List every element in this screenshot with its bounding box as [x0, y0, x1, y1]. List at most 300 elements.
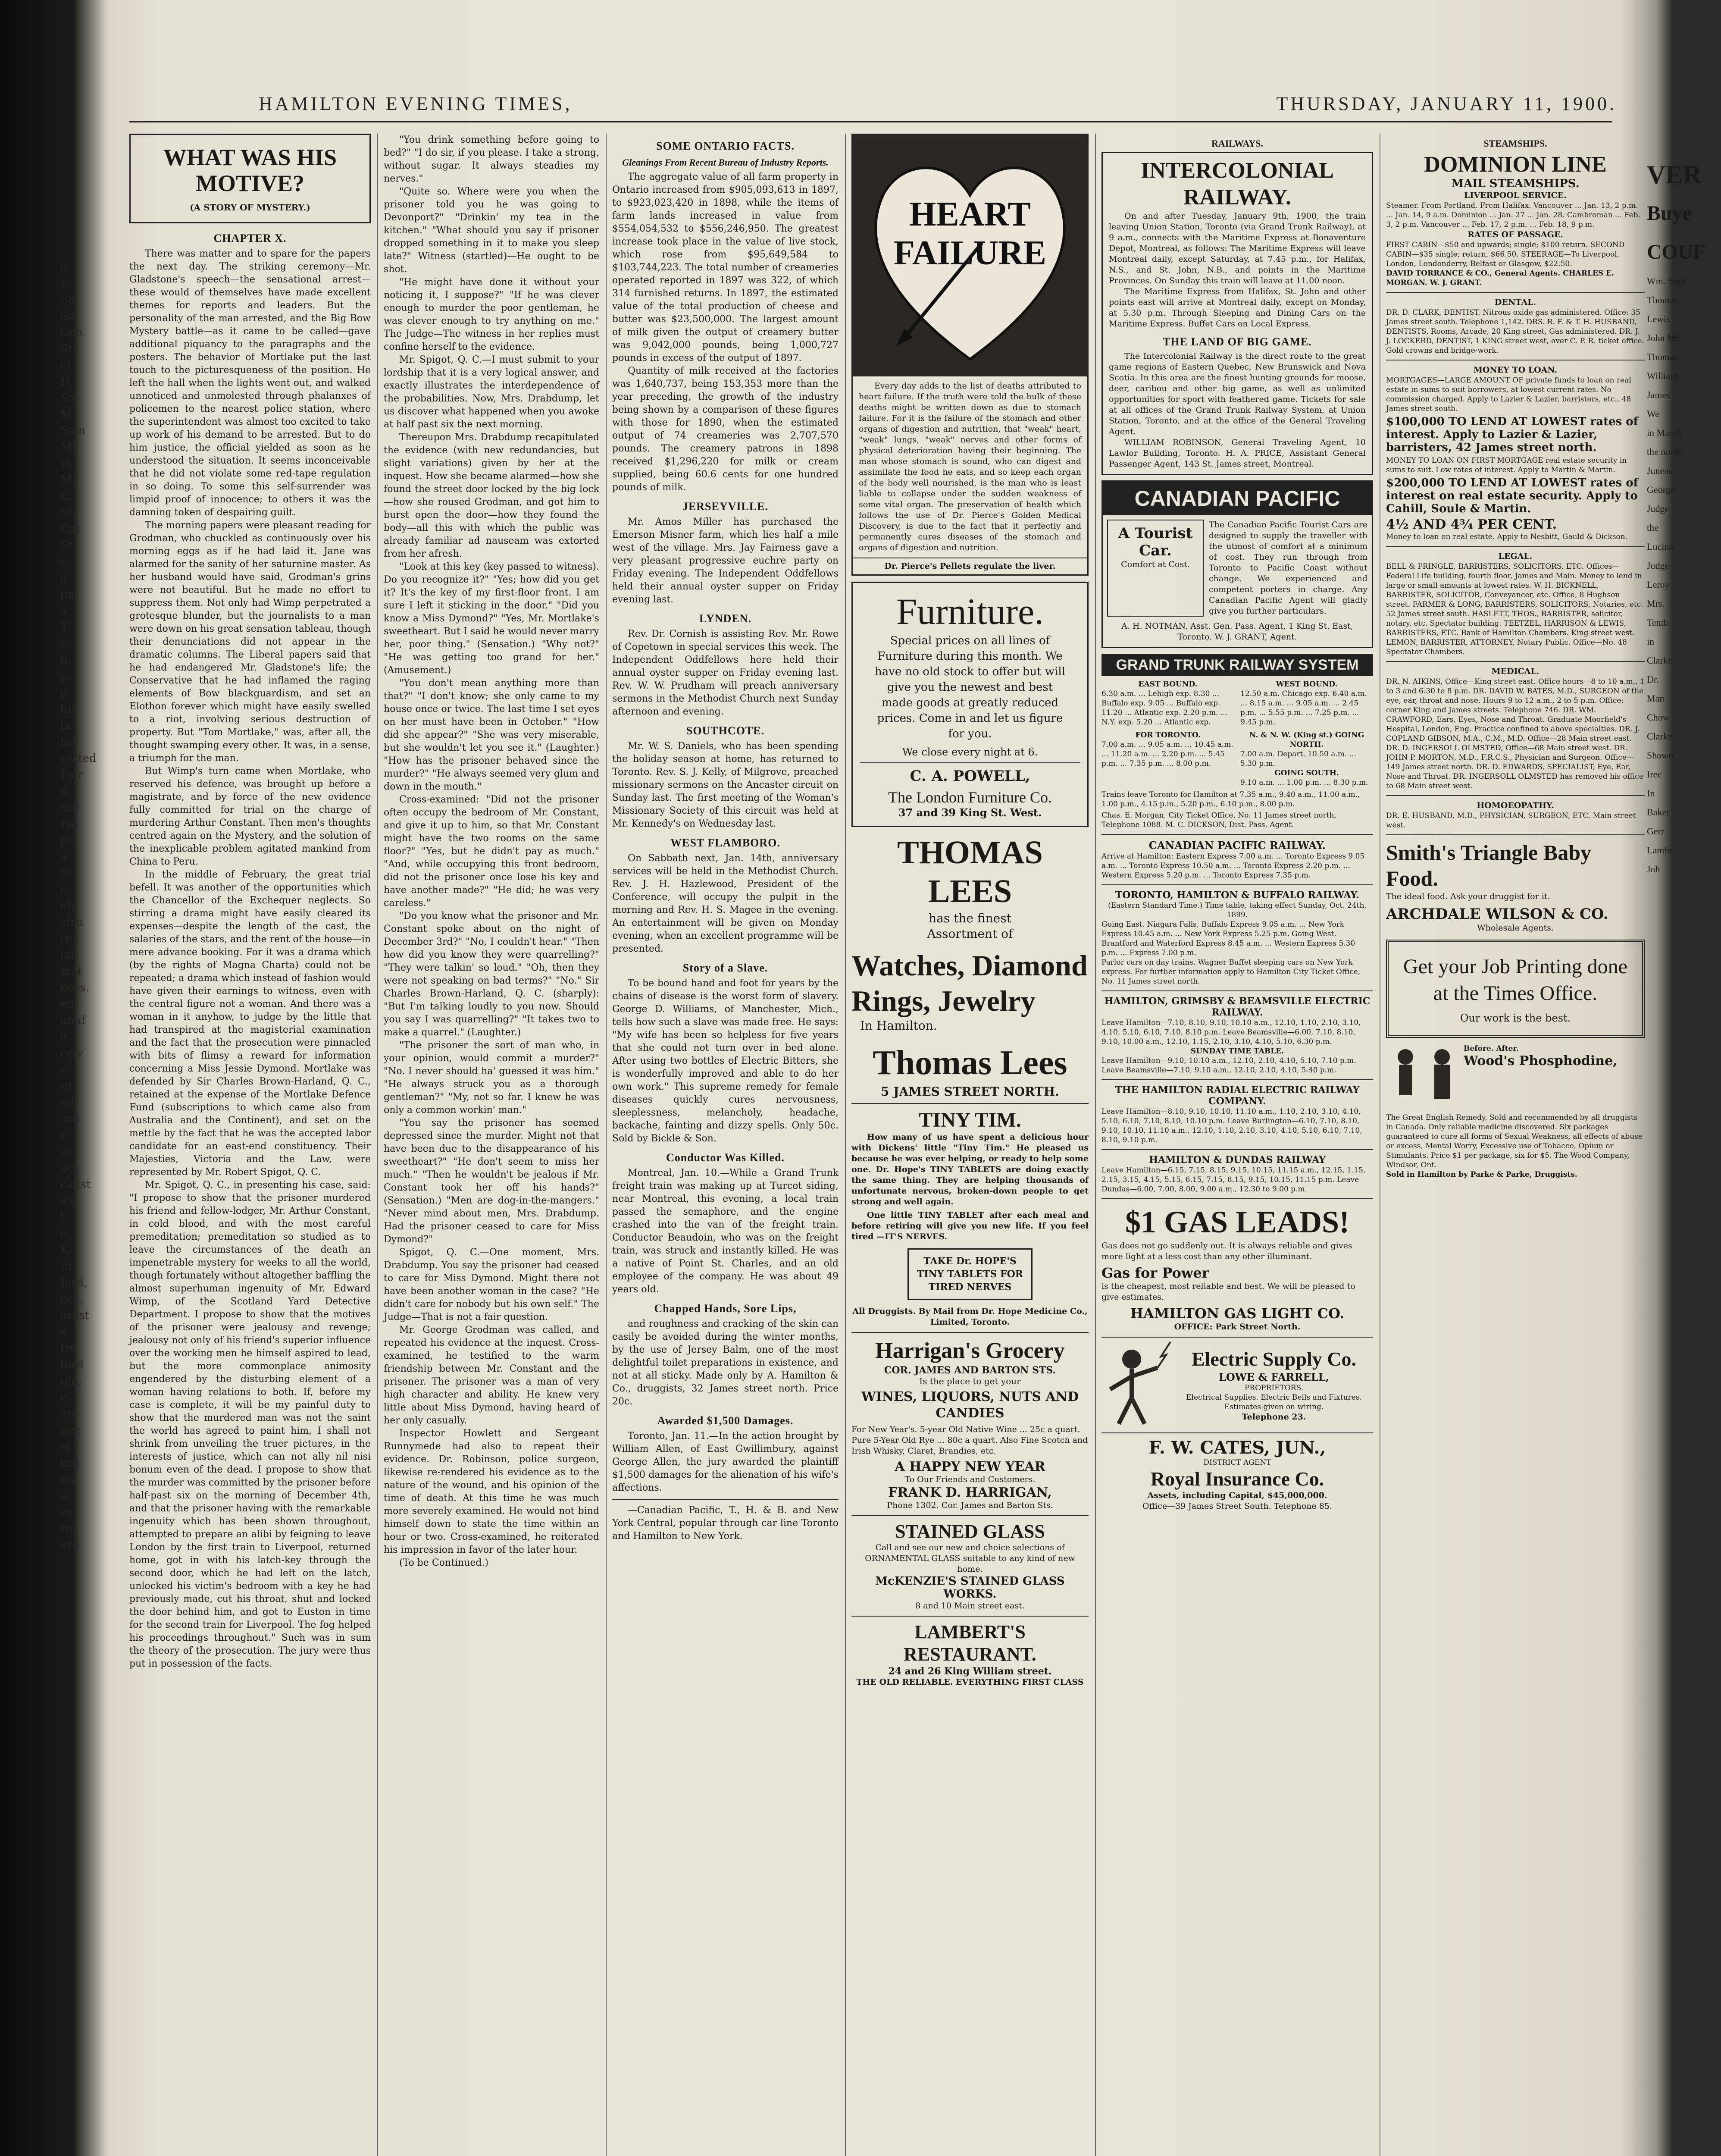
ic-land: THE LAND OF BIG GAME. — [1163, 335, 1312, 348]
furniture-owner: C. A. POWELL, — [910, 768, 1030, 785]
lees-city: In Hamilton. — [860, 1018, 937, 1033]
cut-text-fragment: St. — [60, 539, 76, 552]
column-rule — [606, 134, 607, 2156]
cut-text-fragment: el — [60, 359, 71, 372]
cut-text-fragment: the north — [1647, 446, 1681, 457]
cut-text-fragment: n, — [60, 654, 72, 667]
story-body-continued — [384, 134, 599, 1570]
cut-text-fragment: gin, — [60, 1375, 82, 1388]
cut-text-fragment: nf — [60, 1080, 72, 1093]
dominion-sub-2: LIVERPOOL SERVICE. — [1464, 191, 1567, 200]
stained-text: Call and see our new and choice selections of ORNAMENTAL GLASS suitable to any kind of new home. — [865, 1543, 1075, 1574]
elec-text: Electrical Supplies. Electric Bells and Fixtures. Estimates given on wiring. — [1186, 1393, 1362, 1411]
cut-text-fragment: stru — [60, 916, 83, 929]
cut-text-fragment: James — [1647, 389, 1670, 400]
money-text: MORTGAGES—LARGE AMOUNT OF private funds to loan on real estate in sums to suit borrowers, at lowest current rates. No commission charged. Apply to Lazier & Lazier, barristers, etc., 48 James street south. — [1386, 376, 1631, 413]
cut-text-fragment: T. — [60, 621, 70, 634]
cut-text-fragment: tit — [60, 1260, 73, 1273]
dental-heading: DENTAL. — [1494, 298, 1536, 307]
gt-nw-south: GOING SOUTH. — [1274, 769, 1339, 777]
story-headline: WHAT WAS HIS MOTIVE? — [163, 144, 337, 196]
column-rule — [845, 134, 846, 2156]
cut-text-fragment: orest — [60, 1309, 90, 1322]
cut-text-fragment: s. — [60, 637, 70, 650]
stained-glass-ad — [851, 1520, 1089, 1611]
cut-text-fragment: l — [60, 1211, 64, 1224]
cut-text-fragment: ork. — [60, 1293, 83, 1306]
column-directory — [1386, 134, 1645, 1179]
gt-nw-south-times: 9.10 a.m. ... 1.00 p.m. ... 8.30 p.m. — [1240, 778, 1368, 787]
harrigan-sub: Is the place to get your — [919, 1376, 1021, 1386]
elec-phone: Telephone 23. — [1242, 1412, 1306, 1422]
gt-footer: Trains leave Toronto for Hamilton at 7.35 a.m., 9.40 a.m., 11.00 a.m., 1.00 p.m., 4.15 p.m., 5.20 p.m., 6.10 p.m., 8.00 p.m. — [1101, 790, 1360, 808]
cut-text-fragment: Fai — [60, 818, 78, 830]
cut-text-fragment: p — [60, 686, 68, 699]
ic-text: On and after Tuesday, January 9th, 1900, the train leaving Union Station, Toronto (via Grand Trunk Railway), at 9 a.m., connects with the Maritime Express at Bonaventure Depot, Montreal, as follows: The Maritime Express will leave Montreal daily, except Saturday, at 7.45 p.m., for Halifax, N.S., and St. John, N.B., and points in the Maritime Provinces. On Sunday this train will leave at 11.00 noon. — [1109, 211, 1366, 285]
harrigan-newyear: A HAPPY NEW YEAR — [895, 1459, 1045, 1474]
cut-text-fragment: d — [60, 572, 68, 585]
cut-text-fragment: We — [1647, 408, 1659, 419]
news-heading: Awarded $1,500 Damages. — [657, 1414, 794, 1427]
furniture-title: Furniture. — [896, 591, 1044, 632]
stained-firm: McKENZIE'S STAINED GLASS WORKS. — [875, 1575, 1065, 1601]
cut-text-fragment: St. — [60, 342, 76, 355]
cut-text-fragment: Lambs — [1647, 845, 1673, 856]
cut-text-fragment: p- — [60, 670, 72, 683]
cut-text-fragment: e's — [60, 1194, 76, 1207]
story-paragraph: Thereupon Mrs. Drabdump recapitulated the evidence (with new redundancies, but slight variations) given by her at the inquest. How she became alarmed—how she found the street door locked by the big lock—how she roused Grodman, and got him to burst open the door—how they found the body—all this with which the public was already familiar ad nauseam was extorted from her afresh. — [384, 432, 599, 559]
cates-name: F. W. CATES, JUN., — [1148, 1438, 1326, 1458]
cut-text-fragment: Juneau — [1647, 465, 1674, 476]
harrigan-goods: WINES, LIQUORS, NUTS AND CANDIES — [861, 1389, 1079, 1421]
cut-text-fragment: Irec — [1647, 769, 1662, 780]
ic-text-3: The Intercolonial Railway is the direct route to the great game regions of Eastern Quebec, New Brunswick and Nova Scotia. In this area are the finest hunting grounds for moose, deer, caribou and other big game, as well as unlimited opportunities for sport with feathered game. Tickets for sale at all offices of the Grand Trunk Railway System, at Union Station, Toronto, and at the office of the General Traveling Agent. — [1109, 351, 1366, 436]
railways-heading: RAILWAYS. — [1211, 138, 1264, 149]
phosphodine-footer: Sold in Hamilton by Parke & Parke, Druggists. — [1386, 1170, 1577, 1179]
cut-text-fragment: Fair — [60, 768, 83, 781]
cut-text-fragment: George — [1647, 484, 1675, 495]
harrigan-lines: For New Year's. 5-year Old Native Wine ... 25c a quart. Pure 5-Year Old Rye ... 80c a quart. Also Fine Scotch and Irish Whisky, Claret, Brandies, etc. — [851, 1425, 1088, 1456]
cut-text-fragment: d. — [60, 785, 71, 798]
thb-footer: Parlor cars on day trains. Wagner Buffet sleeping cars on New York express. For further information apply to Hamilton City Ticket Office, No. 11 James street north. — [1101, 958, 1361, 986]
harrigan-newyear-2: To Our Friends and Customers. — [904, 1475, 1036, 1484]
tiny-dealers: All Druggists. By Mail from Dr. Hope Medicine Co., Limited, Toronto. — [852, 1307, 1088, 1327]
cut-text-fragment: a — [60, 850, 67, 863]
cut-text-fragment: Thomas — [1647, 295, 1677, 305]
gt-nw-times: 7.00 a.m. Depart. 10.50 a.m. ... 5.30 p.m. — [1240, 750, 1356, 768]
cut-text-fragment: ord — [60, 1112, 80, 1125]
intercolonial-ad — [1101, 152, 1373, 475]
cpr-text: Arrive at Hamilton: Eastern Express 7.00 a.m. ... Toronto Express 9.05 a.m. ... Toronto Express 10.50 a.m. ... Toronto Express 2.20 p.m. ... Western Express 5.20 p.m. ... Toronto Express 7.35 p.m. — [1101, 852, 1365, 880]
cut-text-fragment: ise — [60, 1522, 77, 1535]
story-paragraph: "Quite so. Where were you when the prisoner told you he was going to Devonport?" "Drinkin' my tea in the kitchen." "What should you say if prisoner dropped something in it to make you sleep late?" Witness (startled)—He ought to be shot. — [384, 186, 599, 275]
thb-title: TORONTO, HAMILTON & BUFFALO RAILWAY. — [1115, 890, 1360, 901]
cates-title: DISTRICT AGENT — [1203, 1458, 1271, 1467]
baby-food-ad — [1386, 840, 1645, 934]
hd-title: HAMILTON & DUNDAS RAILWAY — [1149, 1154, 1326, 1166]
cut-text-fragment: H. — [60, 375, 74, 388]
column-story — [129, 134, 371, 1670]
dominion-sub: MAIL STEAMSHIPS. — [1451, 177, 1580, 190]
cut-text-fragment: Dr. — [1647, 674, 1659, 685]
times-ad-sub: Our work is the best. — [1460, 1012, 1571, 1024]
news-heading: JERSEYVILLE. — [682, 500, 769, 513]
story-paragraph: Inspector Howlett and Sergeant Runnymede had also to repeat their evidence. Dr. Robinson, police surgeon, likewise re-rendered his evidence as to the nature of the wound, and his opinion of the time of death. At this time he was much more severely examined. He would not bind himself down to state the time within an hour or two. Cross-examined, he reiterated his impression in favor of the later hour. — [384, 1428, 599, 1555]
cut-text-fragment: Baker — [1647, 807, 1670, 818]
furniture-close: We close every night at 6. — [902, 746, 1038, 758]
cut-text-fragment: tre — [60, 1342, 77, 1355]
cut-text-fragment: Joh — [1647, 864, 1660, 874]
money-ad-2: MONEY TO LOAN ON FIRST MORTGAGE real estate security in sums to suit. Low rates of interest. Apply to Martin & Martin. — [1386, 456, 1627, 474]
medical-heading: MEDICAL. — [1491, 667, 1540, 676]
hgb-sunday: SUNDAY TIME TABLE. — [1190, 1047, 1284, 1056]
lambert-address: 24 and 26 King William street. — [888, 1666, 1052, 1677]
column-story-continued — [384, 134, 599, 1570]
cut-text-fragment: s. — [60, 277, 70, 290]
story-paragraph: "You don't mean anything more than that?" "I don't know; she only came to my house once or twice. The last time I set eyes on her must have been in October." "How did she appear?" "She was very miserable, but she wouldn't let you see it." (Laughter.) "How has the prisoner behaved since the murder?" "He always seemed very glum and down in the mouth." — [384, 678, 599, 792]
harrigan-address: COR. JAMES AND BARTON STS. — [884, 1365, 1056, 1376]
news-paragraph: Mr. Amos Miller has purchased the Emerson Misner farm, which lies half a mile west of the village. Mrs. Jay Fairness gave a very pleasant progressive euchre party on Friday evening. The Independent Oddfellows held their annual oyster supper on Friday evening last. — [612, 517, 839, 605]
cp-agent: A. H. NOTMAN, Asst. Gen. Pass. Agent, 1 King St. East, Toronto. W. J. GRANT, Agent. — [1121, 621, 1353, 642]
dominion-rates: RATES OF PASSAGE. — [1468, 230, 1563, 239]
cut-text-fragment: uct — [60, 1162, 78, 1175]
news-paragraph: Toronto, Jan. 11.—In the action brought by William Allen, of East Gwillimbury, against George Allen, the jury awarded the plaintiff $1,500 damages for the alienation of his wife's affections. — [612, 1431, 839, 1493]
story-subhead: (A STORY OF MYSTERY.) — [190, 202, 310, 213]
cp-sub-2: Comfort at Cost. — [1121, 560, 1190, 569]
hgb-sunday-text: Leave Hamilton—9.10, 10.10 a.m., 12.10, 2.10, 4.10, 5.10, 7.10 p.m. Leave Beamsville—7.10, 9.10 a.m., 12.10, 2.10, 4.10, 5.40 p.m. — [1101, 1056, 1356, 1075]
gas-text: Gas does not go suddenly out. It is always reliable and gives more light at a less cost than any other illuminant. — [1101, 1241, 1352, 1261]
cut-text-fragment: to. — [60, 867, 75, 880]
column-news — [612, 134, 839, 1543]
news-paragraph: Mr. W. S. Daniels, who has been spending the holiday season at home, has returned to Toronto. Rev. S. J. Kelly, of Milgrove, preached missionary sermons on the Ancaster circuit on Sunday last. The first meeting of the Woman's Missionary Society of this circuit was held at Mr. Kennedy's on Wednesday last. — [612, 741, 839, 829]
heart-illustration — [853, 135, 1087, 376]
column-rule — [1095, 134, 1096, 2156]
hre-text: Leave Hamilton—8.10, 9.10, 10.10, 11.10 a.m., 1.10, 2.10, 3.10, 4.10, 5.10, 6.10, 7.10, 8.10, 10.10 p.m. Leave Burlington—6.10, 7.10, 8.10, 9.10, 10.10, 11.10 a.m., 12.10, 1.10, 2.10, 3.10, 4.10, 5.10, 6.10, 7.10, 8.10, 9.10 p.m. — [1101, 1107, 1362, 1144]
story-paragraph: Mr. George Grodman was called, and repeated his evidence at the inquest. Cross-examined, he testified to the warm friendship between Mr. Constant and the prisoner. The prisoner was a man of very high character and ability. He knew very little about Miss Dymond, having heard of her only casually. — [384, 1325, 599, 1426]
story-paragraph: Spigot, Q. C.—One moment, Mrs. Drabdump. You say the prisoner had ceased to care for Miss Dymond. Might there not have been another woman in the case? "He didn't care for nobody but his own self." The Judge—That is not a fair question. — [384, 1247, 599, 1322]
cut-text-fragment: n, — [60, 883, 72, 896]
cut-text-fragment: el — [60, 1440, 71, 1453]
cut-text-fragment: re — [60, 932, 72, 945]
story-paragraph: Mr. Spigot, Q. C.—I must submit to your lordship that it is a very logical answer, and exactly illustrates the interdependence of the probabilities. Now, Mrs. Drabdump, let us discover what happened when you awoke at half past six the next morning. — [384, 354, 599, 430]
cut-text-fragment: Gerr — [1647, 826, 1665, 837]
cut-text-fragment: r. — [60, 1129, 68, 1142]
dominion-table: Steamer. From Portland. From Halifax. Vancouver ... Jan. 13, 2 p.m. ... Jan. 14, 9 a.m. Dominion ... Jan. 27 ... Jan. 28. Cambroman ... Feb. 3, 2 p.m. Vancouver ... Feb. 17, 2 p.m. ... Feb. 18, 9 p.m. — [1386, 201, 1640, 229]
heart-failure-ad — [851, 134, 1089, 576]
cut-text-fragment: ford — [60, 1358, 84, 1371]
cut-text-fragment: mat — [60, 965, 82, 978]
cut-text-fragment: Chow — [1647, 712, 1670, 723]
cates-assets: Assets, including Capital, $45,000,000. — [1147, 1491, 1327, 1500]
cut-text-fragment: n — [60, 1063, 68, 1076]
cut-text-fragment: ful — [60, 736, 75, 749]
news-heading: SOUTHCOTE. — [686, 724, 765, 737]
tiny-text: How many of us have spent a delicious hour with Dickens' little "Tiny Tim." He pleased us because he was ever helping, or ready to help some one. Dr. Hope's TINY TABLETS are doing exactly the same thing. They are helping thousands of unfortunate nervous, broken-down people to get strong and well again. — [851, 1132, 1089, 1206]
gas-company: HAMILTON GAS LIGHT CO. — [1130, 1305, 1345, 1322]
cut-text-fragment: Su — [60, 392, 75, 404]
ic-agent: WILLIAM ROBINSON, General Traveling Agent, 10 Lawlor Building, Toronto. H. A. PRICE, Assistant General Passenger Agent, 143 St. James street, Montreal. — [1109, 438, 1366, 469]
story-paragraph: (To be Continued.) — [399, 1557, 489, 1568]
gt-toronto: FOR TORONTO. — [1135, 731, 1201, 740]
cut-text-fragment: Mrs. — [1647, 598, 1665, 609]
masthead — [259, 86, 1617, 121]
lees-sub: has the finest Assortment of — [927, 911, 1013, 941]
gt-east: EAST BOUND. — [1138, 680, 1198, 689]
cp-text: The Canadian Pacific Tourist Cars are designed to supply the traveller with the utmost of comfort at a minimum of cost. They run through from Toronto to Pacific Coast without change. We experienced and competent porters in charge. Any Canadian Pacific Agent will gladly give you further particulars. — [1209, 520, 1367, 616]
news-paragraph: On Sabbath next, Jan. 14th, anniversary services will be held in the Methodist Church. Rev. J. H. Hazlewood, President of the Conference, will occupy the pulpit in the morning and Rev. H. S. Magee in the evening. An entertainment will be given on Monday evening, when an excellent programme will be presented. — [612, 853, 839, 954]
cut-text-fragment: es — [60, 1506, 73, 1519]
hre-timetable — [1101, 1084, 1373, 1145]
cut-text-fragment: ceiv — [60, 1047, 83, 1060]
cut-text-fragment: a — [60, 605, 67, 617]
hre-title: THE HAMILTON RADIAL ELECTRIC RAILWAY COMPANY. — [1115, 1084, 1360, 1107]
news-heading: Story of a Slave. — [682, 962, 768, 974]
money-ad-4: 4½ AND 4¾ PER CENT. — [1386, 517, 1557, 532]
hd-timetable — [1101, 1154, 1373, 1194]
phosphodine-labels: Before. After. — [1464, 1044, 1519, 1053]
cut-text-fragment: his — [60, 703, 77, 716]
cut-text-fragment: Cat — [60, 523, 80, 536]
story-body — [129, 248, 371, 1670]
job-printing-ad — [1386, 940, 1645, 1038]
heart-title-1: HEART — [909, 195, 1031, 233]
news-paragraph: Quantity of milk received at the factories was 1,640,737, being 153,353 more than the year preceding, the growth of the industry being shown by a comparison of these figures with those for 1890, when the estimated output of 74 creameries was 2,707,570 pounds. The creamery patrons in 1898 received $1,296,220 for milk or cream supplied, being 60.6 cents for one hundred pounds of milk. — [612, 366, 839, 493]
gt-west: WEST BOUND. — [1276, 680, 1338, 689]
elec-title: Electric Supply Co. — [1191, 1348, 1357, 1370]
medical-text: DR. N. AIKINS, Office—King street east. Office hours—8 to 10 a.m., 1 to 3 and 6.30 to 8 p.m. DR. DAVID W. BATES, M.D., SURGEON of the eye, ear, throat and nose. Hours 9 to 12 a.m., 2 to 5 p.m. Office: corner King and James streets. Telephone 746. DR. WM. CRAWFORD, Ears, Eyes, Nose and Throat. Graduate Moorfield's Hospital, London, Eng. Practice confined to above specialties. DR. J. COPLAND GIBSON, M.A., C.M., M.D. Office—28 Main street east. DR. D. INGERSOLL OLMSTED, Office—68 Main street west. DR. JOHN P. MORTON, M.D., F.R.C.S., Physician and Surgeon. Office—149 James street north. DR. D. EDWARDS, SPECIALIST, Eye, Ear, Nose and Throat. DR. INGERSOLL OLMSTED has removed his office to 68 Main street west. — [1386, 677, 1645, 790]
money-ad-3: $200,000 TO LEND AT LOWEST rates of interest on real estate security. Apply to Cahill, Soule & Martin. — [1386, 476, 1638, 515]
story-paragraph: "The prisoner the sort of man who, in your opinion, would commit a murder?" "No. I never should ha' guessed it was him." "He always struck you as a thorough gentleman?" "My, not so far. I knew he was only a common workin' man." — [384, 1040, 599, 1116]
cut-text-fragment: Wm. Smit — [1647, 276, 1686, 286]
column-ads — [851, 134, 1089, 1688]
stained-title: STAINED GLASS — [895, 1521, 1045, 1542]
furniture-address: 37 and 39 King St. West. — [898, 806, 1042, 819]
tiny-box: TAKE Dr. HOPE'S TINY TABLETS FOR TIRED NERVES — [907, 1248, 1033, 1300]
cut-text-fragment: o — [60, 260, 67, 273]
dominion-text: FIRST CABIN—$50 and upwards; single; $100 return. SECOND CABIN—$35 single; return, $66.50. STEERAGE—To Liverpool, London, Londonderry, Belfast or Glasgow, $22.50. — [1386, 241, 1625, 268]
cut-text-fragment: an — [60, 1407, 75, 1420]
cut-text-fragment: Sa — [60, 293, 75, 306]
story-paragraph: There was matter and to spare for the papers the next day. The striking ceremony—Mr. Gladstone's speech—the sensational arrest—these would of themselves have made excellent themes for reports and leaders. But the personality of the man arrested, and the Big Bow Mystery battle—as it came to be called—gave additional piquancy to the paragraphs and the posters. The behavior of Mortlake put the last touch to the picturesqueness of the position. He left the hall when the lights went out, and walked unnoticed and unmolested through phalanxes of policemen to the nearest police station, where the superintendent was almost too excited to take up work of his demand to be arrested. But to do him justice, the official yielded as soon as he understood the situation. It seems inconceivable that he did not violate some red-tape regulation in so doing. To some this self-surrender was limpid proof of innocence; to others it was the damning token of despairing guilt. — [129, 248, 371, 518]
cut-text-fragment: M. — [60, 473, 75, 486]
lees-goods: Watches, Diamond Rings, Jewelry — [851, 949, 1088, 1017]
hgb-text: Leave Hamilton—7.10, 8.10, 9.10, 10.10 a.m., 12.10, 1.10, 2.10, 3.10, 4.10, 5.10, 6.10, 7.10, 8.10 p.m. Leave Beamsville—6.00, 7.10, 8.10, 9.10, 10.00 a.m., 12.10, 1.15, 2.10, 3.10, 4.10, 5.10, 6.30 p.m. — [1101, 1018, 1361, 1046]
homeopathy-heading: HOMOEOPATHY. — [1477, 801, 1554, 810]
hgb-title: HAMILTON, GRIMSBY & BEAMSVILLE ELECTRIC RAILWAY. — [1104, 996, 1371, 1018]
elec-firm: LOWE & FARRELL, — [1219, 1371, 1329, 1383]
harrigan-phone: Phone 1302. Cor. James and Barton Sts. — [887, 1501, 1053, 1510]
cates-company: Royal Insurance Co. — [1150, 1468, 1324, 1490]
divider — [612, 1499, 839, 1500]
cut-text-fragment: Shown — [1647, 750, 1674, 761]
story-paragraph: The morning papers were pleasant reading for Grodman, who chuckled as continuously over his morning eggs as if he had laid it. Jane was alarmed for the sanity of her saturnine master. As her husband would have said, Grodman's grins were not beautiful. But he made no effort to suppress them. Not only had Wimp perpetrated a grotesque blunder, but the journalists to a man were down on his great sensation tableau, though their denunciations did not appear in the dramatic columns. The Liberal papers said that he had endangered Mr. Gladstone's life; the Conservative that he had inflamed the raging elements of Bow blackguardism, and set an Elothon forever which might have easily swelled to a riot, involving serious destruction of property. But "Tom Mortlake," was, after all, the thought swamping every other. It was, in a sense, a triumph for the man. — [129, 520, 371, 764]
cut-text-fragment: Judge — [1647, 503, 1669, 514]
cut-text-fragment: nec — [60, 1424, 81, 1437]
archdale-sub: Wholesale Agents. — [1477, 923, 1554, 933]
hgb-timetable — [1101, 996, 1373, 1075]
gt-nw: N. & N. W. (King st.) GOING NORTH. — [1249, 731, 1364, 749]
heart-footer: Dr. Pierce's Pellets regulate the liver. — [853, 558, 1087, 574]
times-ad: Get your Job Printing done at the Times Office. — [1403, 955, 1627, 1005]
gt-toronto-times: 7.00 a.m. ... 9.05 a.m. ... 10.45 a.m. ... 11.20 a.m. ... 2.20 p.m. ... 5.45 p.m. ... 7.35 p.m. ... 8.00 p.m. — [1101, 740, 1233, 768]
cut-text-fragment: W. — [60, 457, 74, 470]
gt-east-times: 6.30 a.m. ... Lehigh exp. 8.30 ... Buffalo exp. 9.05 ... Buffalo exp. 11.20 ... Atlantic exp. 2.20 p.m. ... N.Y. exp. 5.20 ... Atlantic exp. — [1101, 689, 1228, 727]
story-paragraph: "Look at this key (key passed to witness). Do you recognize it?" "Yes; how did you get it? It's the key of my first-floor front. I am sure I left it sticking in the door." "Did you know a Miss Dymond?" "Yes, Mr. Mortlake's sweetheart. But I said he would never marry her, poor thing." (Sensation.) "Why not?" "He was getting too grand for her." (Amusement.) — [384, 561, 599, 676]
cut-text-fragment: Mi — [60, 441, 75, 454]
legal-text: BELL & PRINGLE, BARRISTERS, SOLICITORS, ETC. Offices—Federal Life building, fourth floor, James and Main. Money to lend in large or small amounts at lowest rates. W. H. BICKNELL, BARRISTER, SOLICITOR, Conveyancer, etc. Office, 8 Hughson street. FARMER & LONG, BARRISTERS, SOLICITORS, Notaries, etc. 52 James street south. HASLETT, THOS., BARRISTER, solicitor, notary, etc. Spectator building. TEETZEL, HARRISON & LEWIS, BARRISTERS, ETC. Bank of Hamilton Chambers. King street west. LEMON, BARRISTER, ATTORNEY, Notary Public. Office—No. 48 Spectator Chambers. — [1386, 562, 1643, 656]
money-ad-4-text: Money to loan on real estate. Apply to Nesbitt, Gauld & Dickson. — [1386, 533, 1628, 541]
harrigan-ad — [851, 1337, 1089, 1511]
story-paragraph: But Wimp's turn came when Mortlake, who reserved his defence, was brought up before a magistrate, and by force of the new evidence fully committed for trial on the charge of murdering Arthur Constant. Then men's thoughts centred again on the Mystery, and the solution of the inexplicable problem agitated mankind from China to Peru. — [129, 766, 371, 867]
furniture-ad — [851, 582, 1089, 827]
story-paragraph: "You say the prisoner has seemed depressed since the murder. Might not that have been due to the disappearance of his sweetheart?" "He don't seem to miss her much." "Then he wouldn't be jealous if Mr. Constant took her off his hands?" (Sensation.) "Men are dog-in-the-mangers." "Never mind about men, Mrs. Drabdump. Had the prisoner ceased to care for Miss Dymond?" — [384, 1118, 599, 1245]
harrigan-name: FRANK D. HARRIGAN, — [888, 1485, 1052, 1500]
cut-text-fragment: be — [60, 719, 75, 732]
cut-text-fragment: St. — [60, 506, 76, 519]
cut-text-fragment: ness. — [60, 981, 90, 994]
heart-text: Every day adds to the list of deaths attributed to heart failure. If the truth were told the bulk of these deaths might be written down as due to stomach failure. For it is the failure of the stomach and other organs of digestion and nutrition, that "weak" heart, "weak" lungs, "weak" nerves and other forms of physical deterioration having their beginning. The man whose stomach is sound, who can digest and assimilate the food he eats, and so keep each organ of the body well nourished, is the man who is least liable to collapse under the sudden weakness of some vital organ. The preservation of health which follows the use of Dr. Pierce's Golden Medical Discovery, is due to the fact that it perfectly and permanently cures diseases of the stomach and organs of digestion and nutrition. — [859, 381, 1081, 552]
thb-timetable — [1101, 890, 1373, 986]
news-heading: LYNDEN. — [699, 612, 751, 625]
story-paragraph: "Do you know what the prisoner and Mr. Constant spoke about on the night of December 3rd?" "No, I couldn't hear." "Then how did you know they were quarrelling?" "They were talkin' so loud." "Oh, then they were not speaking on bad terms?" "No." Sir Charles Brown-Harland, Q. C. (sharply): "But I'm talking loudly to you now. Should you say I was quarrelling?" "It takes two to make a quarrel." (Laughter.) — [384, 911, 599, 1038]
cates-office: Office—39 James Street South. Telephone 85. — [1142, 1501, 1333, 1511]
cut-text-fragment: Man — [1647, 693, 1665, 704]
cut-text-fragment: Buye — [1647, 202, 1692, 225]
phosphodine-ad — [1386, 1044, 1645, 1179]
story-paragraph: "You drink something before going to bed?" "I do sir, if you please. I take a strong, without sugar. It always steadies my nerves." — [384, 135, 599, 184]
steamships-heading: STEAMSHIPS. — [1483, 138, 1547, 149]
cut-text-fragment: Sa — [60, 310, 75, 323]
cut-text-fragment: e — [60, 1391, 67, 1404]
cut-text-fragment: COUF — [1647, 241, 1705, 263]
news-heading: Chapped Hands, Sore Lips, — [654, 1302, 797, 1315]
archdale-name: ARCHDALE WILSON & CO. — [1386, 906, 1608, 923]
news-paragraph: To be bound hand and foot for years by the chains of disease is the worst form of slavery. George D. Williams, of Manchester, Mich., tells how such a slave was made free. He says: "My wife has been so helpless for five years that she could not turn over in bed alone. After using two bottles of Electric Bitters, she is wonderfully improved and able to do her own work." This supreme remedy for female diseases quickly cures nervousness, sleeplessness, melancholy, headache, backache, fainting and dizzy spells. Only 50c. Sold by Bickle & Son. — [612, 978, 839, 1144]
gt-west-times: 12.50 a.m. Chicago exp. 6.40 a.m. ... 8.15 a.m. ... 9.05 a.m. ... 2.45 p.m. ... 5.55 p.m. ... 7.25 p.m. ... 9.45 p.m. — [1240, 689, 1367, 727]
cut-text-fragment: e — [60, 1326, 67, 1338]
news-heading: SOME ONTARIO FACTS. — [656, 140, 795, 152]
before-after-figures-icon — [1386, 1044, 1464, 1113]
story-paragraph: "He might have done it without your noticing it, I suppose?" "If he was clever enough to murder the poor gentleman, he was clever enough to try anything on me." The Judge—The witness in her replies must confine herself to the evidence. — [384, 277, 599, 352]
adjacent-page-left-edge — [60, 259, 97, 2156]
paper-name: HAMILTON EVENING TIMES, — [259, 93, 573, 114]
dental-text: DR. D. CLARK, DENTIST. Nitrous oxide gas administered. Office: 35 James street south. Telephone 1,142. DRS. R. F. & T. H. HUSBAND, DENTISTS, Rooms, Arcade, 20 King street, Gas administered. DR. J. J. LOCKERD, DENTIST, 1 KING street west, over C. P. R. ticket office. Gold crowns and bridge-work. — [1386, 308, 1645, 355]
column-rule — [377, 134, 378, 2156]
cut-text-fragment: Sam — [60, 424, 85, 437]
elec-prop: PROPRIETORS. — [1244, 1384, 1304, 1392]
cut-text-fragment: Thomas — [1647, 351, 1677, 362]
lambert-title: LAMBERT'S RESTAURANT. — [904, 1621, 1036, 1665]
news-heading: WEST FLAMBORO. — [670, 837, 780, 849]
cut-text-fragment: e — [60, 1227, 67, 1240]
tiny-tim-ad — [851, 1108, 1089, 1328]
hd-text: Leave Hamilton—6.15, 7.15, 8.15, 9.15, 10.15, 11.15 a.m., 12.15, 1.15, 2.15, 3.15, 4.15, 5.15, 6.15, 7.15, 8.15, 9.15, 10.15, 11.15 p.m. Leave Dundas—6.00, 7.00, 8.00, 9.00 a.m., 12.30 to 9.00 p.m. — [1101, 1166, 1366, 1194]
cut-text-fragment: Tenth — [1647, 617, 1668, 628]
cut-text-fragment: ind — [60, 1457, 78, 1470]
cut-text-fragment: ac — [60, 1145, 74, 1158]
legal-heading: LEGAL. — [1498, 552, 1533, 561]
cut-text-fragment: Clarke — [1647, 731, 1672, 742]
thb-text: Going East. Niagara Falls, Buffalo Express 9.05 a.m. ... New York Express 10.45 a.m. ... New York Express 5.25 p.m. Going West. Brantford and Waterford Express 8.45 a.m. ... Western Express 5.30 p.m. ... Express 7.00 p.m. — [1101, 920, 1355, 957]
electric-figure-icon — [1101, 1342, 1175, 1428]
lees-name-2: Thomas Lees — [873, 1044, 1067, 1082]
baby-title: Smith's Triangle Baby Food. — [1386, 840, 1592, 890]
cut-text-fragment: ford, — [60, 1276, 88, 1289]
lambert-footer: THE OLD RELIABLE. EVERYTHING FIRST CLASS — [856, 1677, 1084, 1687]
cpr-timetable — [1101, 839, 1373, 880]
cp-title: CANADIAN PACIFIC — [1103, 482, 1372, 515]
cut-text-fragment: ors — [60, 1539, 78, 1551]
cut-text-fragment: nn — [60, 1473, 75, 1486]
gt-agent: Chas. E. Morgan, City Ticket Office, No. 11 James street north, Telephone 1088. M. C. DICKSON, Dist. Pass. Agent. — [1101, 811, 1336, 829]
gt-title: GRAND TRUNK RAILWAY SYSTEM — [1101, 654, 1373, 676]
gas-office: OFFICE: Park Street North. — [1174, 1322, 1301, 1332]
cut-text-fragment: pe — [60, 834, 75, 847]
furniture-text: Special prices on all lines of Furniture during this month. We have no old stock to offer but will give you the newest and best made goods at greatly reduced prices. Come in and let us figure for you. — [874, 634, 1066, 740]
cut-text-fragment: eh. — [60, 899, 78, 912]
lees-address: 5 JAMES STREET NORTH. — [881, 1084, 1059, 1099]
cut-text-fragment: Judge — [1647, 560, 1669, 571]
electric-supply-ad — [1101, 1342, 1373, 1428]
cut-text-fragment: In — [1647, 788, 1655, 799]
money-heading: MONEY TO LOAN. — [1473, 365, 1558, 375]
story-headline-box — [129, 134, 371, 223]
phosphodine-text: The Great English Remedy. Sold and recommended by all druggists in Canada. Only reliable medicine discovered. Six packages guaranteed to cure all forms of Sexual Weakness, all effects of abuse or excess, Mental Worry, Excessive use of Tobacco, Opium or Stimulants. Price $1 per package, six for $5. The Wood Company, Windsor, Ont. — [1386, 1113, 1643, 1169]
cp-sub: A Tourist Car. — [1118, 525, 1193, 559]
ic-text-2: The Maritime Express from Halifax, St. John and other points east will arrive at Montreal daily, except on Monday, at 5.30 p.m. Through Sleeping and Dining Cars on the Maritime Express. Buffet Cars on Local Express. — [1109, 287, 1366, 329]
news-paragraph: Rev. Dr. Cornish is assisting Rev. Mr. Rowe of Copetown in special services this week. The Independent Oddfellows here held their annual oyster supper on Friday evening last. Rev. W. W. Prudham will preach anniversary sermons in the Methodist Church next Sunday afternoon and evening. — [612, 629, 839, 717]
harrigan-title: Harrigan's Grocery — [875, 1338, 1065, 1363]
lees-name: THOMAS LEES — [897, 834, 1043, 909]
cut-text-fragment: Leroy — [1647, 579, 1670, 590]
money-ad: $100,000 TO LEND AT LOWEST rates of interest. Apply to Lazier & Lazier, barristers, 42 James street north. — [1386, 415, 1638, 454]
story-paragraph: Mr. Spigot, Q. C., in presenting his case, said: "I propose to show that the prisoner murdered his friend and fellow-lodger, Mr. Arthur Constant, in cold blood, and with the most careful premeditation; premeditation so studied as to leave the circumstances of the death an impenetrable mystery for weeks to all the world, though fortunately without altogether baffling the almost superhuman ingenuity of Mr. Edward Wimp, of the Scotland Yard Detective Department. I propose to show that the motives of the prisoner were jealousy and revenge; jealousy not only of his friend's superior influence over the working men he himself aspired to lead, but the more commonplace animosity engendered by the disturbing element of a woman having relations to both. If, before my case is complete, it will be my painful duty to show that the murdered man was not the saint the world has agreed to paint him, I shall not shrink from unveiling the truer pictures, in the interests of justice, which can not ally nil nisi bonum even of the dead. I propose to show that the murder was committed by the prisoner before half-past six on the morning of December 4th, and that the prisoner having with the remarkable ingenuity which has been shown throughout, attempted to prepare an alibi by feigning to leave London by the first train to Liverpool, returned home, got in with his latch-key through the second door, which he had left on the latch, unlocked his victim's bedroom with a key he had previously made, cut his throat, shut and locked the door behind him, and got to Euston in time for the second train for Liverpool. The fog helped his proceedings throughout." Such was in sum the theory of the prosecution. The jury were thus put in possession of the facts. — [129, 1180, 371, 1669]
cut-text-fragment: in March — [1647, 427, 1682, 438]
cut-text-fragment: ed — [60, 1096, 75, 1109]
story-paragraph: Cross-examined: "Did not the prisoner often occupy the bedroom of Mr. Constant, and give it up to him, so that Mr. Constant might have the two rooms on the same floor?" "Yes, but he didn't pay as much." "And, while occupying this front bedroom, did not the prisoner once lose his key and have another made?" "He did; he was very careless." — [384, 794, 599, 909]
cpr-title: CANADIAN PACIFIC RAILWAY. — [1148, 839, 1326, 852]
gas-power-text: is the cheapest, most reliable and best. We will be pleased to give estimates. — [1101, 1282, 1355, 1302]
news-paragraph: Montreal, Jan. 10.—While a Grand Trunk freight train was making up at Turcot siding, near Montreal, this evening, a local train passed the semaphore, and the engine crashed into the van of the freight train. Conductor Beaudoin, who was on the freight train, was struck and instantly killed. He was a native of Point St. Charles, and an old employee of the company. He was about 49 years old. — [612, 1168, 839, 1295]
cut-text-fragment: o, — [60, 1489, 71, 1502]
lambert-ad — [851, 1621, 1089, 1688]
gas-ad — [1101, 1203, 1373, 1332]
cut-text-fragment: K- — [60, 1244, 72, 1257]
news-paragraph: The aggregate value of all farm property in Ontario increased from $905,093,613 in 1897, to $923,023,420 in 1898, while the items of farm lands increased in value from $554,054,532 to $556,246,950. The greatest increase took place in the value of live stock, which rose from $95,649,584 to $103,744,223. The total number of creameries operated reported in 1897 was 322, of which 314 furnished returns. In 1897, the estimated value of the total production of cheese and butter was $23,500,000. The largest amount of milk given the output of creamery butter was 9,042,000 pounds, being 1,000,727 pounds in excess of the output of 1897. — [612, 172, 839, 364]
news-paragraph: —Canadian Pacific, T., H. & B. and New York Central, popular through car line Toronto and Hamilton to New York. — [612, 1505, 839, 1542]
cut-text-fragment: ial — [60, 949, 75, 962]
news-paragraph: and roughness and cracking of the skin can easily be avoided during the winter months, by the use of Jersey Balm, one of the most delightful toilet preparations in existence, and not at all sticky. Made only by A. Hamilton & Co., druggists, 32 James street north. Price 20c. — [612, 1319, 839, 1407]
chapter-heading: CHAPTER X. — [213, 232, 287, 244]
furniture-company: The London Furniture Co. — [888, 789, 1052, 806]
cut-text-fragment: pa — [60, 588, 75, 601]
cut-text-fragment: Lewis — [1647, 313, 1670, 324]
cut-text-fragment: VER — [1647, 160, 1702, 189]
dominion-title: DOMINION LINE — [1424, 152, 1607, 177]
cut-text-fragment: anuf — [60, 1014, 86, 1027]
cut-text-fragment: rested — [60, 752, 97, 765]
ic-title: INTERCOLONIAL RAILWAY. — [1141, 158, 1334, 210]
cut-text-fragment: Geo. — [60, 326, 86, 339]
adjacent-page-right-edge — [1647, 155, 1705, 2156]
news-heading: Conductor Was Killed. — [666, 1151, 785, 1164]
cut-text-fragment: calist — [60, 1178, 91, 1191]
tiny-sub: One little TINY TABLET after each meal and before retiring will give you new life. If you feel tired —IT'S NERVES. — [851, 1210, 1089, 1241]
gas-title: $1 GAS LEADS! — [1125, 1205, 1350, 1239]
cut-text-fragment: Lucina — [1647, 541, 1674, 552]
cut-text-fragment: in — [1647, 636, 1655, 647]
story-paragraph: In the middle of February, the great trial befell. It was another of the opportunities which the Chancellor of the Exchequer neglects. So stirring a drama might have easily cleared its expenses—despite the length of the cast, the salaries of the stars, and the rent of the house—in mere advance booking. For it was a drama which (by the rights of Magna Charta) could not be repeated; a drama which instead of fashion would have given their earnings to witness, even with the central figure not a woman. And there was a woman in it anyhow, to judge by the little that had transpired at the magisterial examination and the fact that the prosecution were pinnacled with bits of flimsy a reward for information concerning a Miss Jessie Dymond. Mortlake was defended by Sir Charles Brown-Harland, Q. C., retained at the expense of the Mortlake Defence Fund (subscriptions to which came also from Australia and the Continent), and set on the mettle by the fact that he was the accepted labor candidate for an east-end constituency. Their Majesties, Victoria and the Law, were represented by Mr. Robert Spigot, Q. C. — [129, 869, 371, 1178]
